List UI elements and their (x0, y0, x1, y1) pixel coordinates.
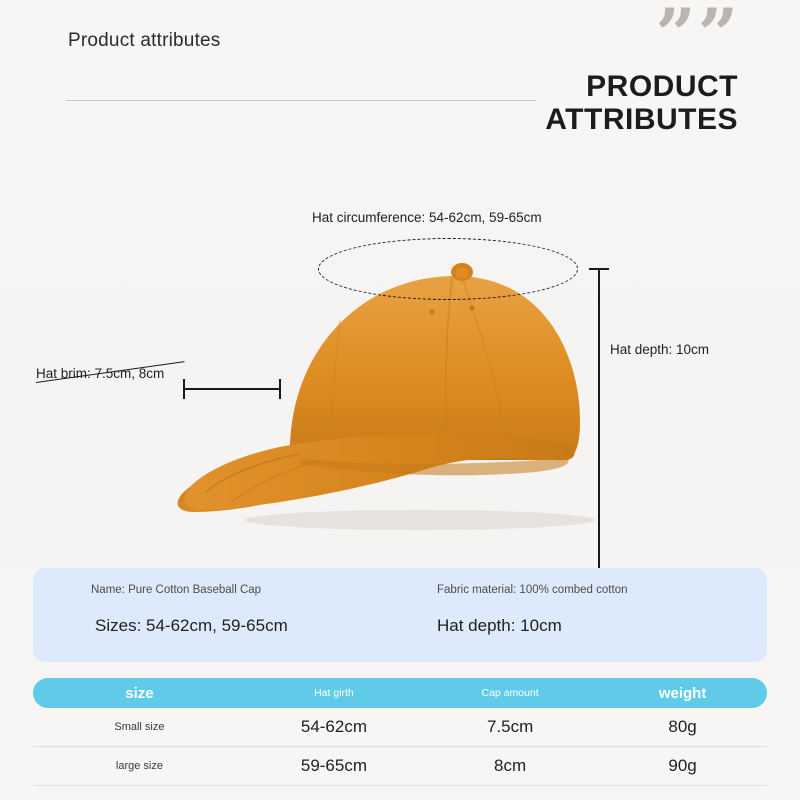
page-header (0, 0, 800, 160)
table-row (33, 708, 767, 747)
table-header-row (33, 678, 767, 708)
label-hat-brim: Hat brim: 7.5cm, 8cm (36, 366, 165, 381)
cell-cap-amount: 7.5cm (486, 717, 534, 736)
depth-measure-line (598, 268, 600, 590)
headline (545, 70, 738, 136)
illustration-area (0, 160, 800, 550)
cell-hat-girth: 54-62cm (300, 717, 367, 736)
brim-measure-right-cap (279, 379, 281, 399)
circumference-ellipse-marker (318, 238, 578, 300)
table-header-size: size (125, 684, 154, 702)
cell-size: large size (115, 760, 163, 772)
quote-mark-icon: ”” (655, 0, 740, 76)
cell-weight: 80g (668, 717, 697, 736)
brim-measure-left-cap (183, 379, 185, 399)
cell-hat-girth: 59-65cm (300, 756, 367, 775)
info-sizes: Sizes: 54-62cm, 59-65cm (95, 616, 288, 635)
headline-line-2: ATTRIBUTES (545, 103, 738, 136)
info-hat-depth: Hat depth: 10cm (437, 616, 562, 635)
table-header-hat-girth: Hat girth (314, 687, 354, 699)
label-hat-depth: Hat depth: 10cm (610, 342, 710, 357)
page-title: Product attributes (68, 30, 221, 51)
brim-measure-line (183, 388, 281, 390)
table-header-cap-amount: Cap amount (481, 687, 539, 699)
info-card (33, 568, 767, 662)
headline-line-1: PRODUCT (586, 70, 738, 103)
table-row (33, 747, 767, 786)
header-divider (66, 100, 536, 101)
cell-weight: 90g (668, 756, 697, 775)
cell-size: Small size (114, 721, 165, 733)
specs-table (33, 678, 767, 786)
depth-measure-top-cap (589, 268, 609, 270)
label-hat-circumference: Hat circumference: 54-62cm, 59-65cm (312, 210, 542, 225)
table-header-weight: weight (658, 684, 707, 702)
info-product-name: Name: Pure Cotton Baseball Cap (91, 584, 262, 596)
info-fabric-material: Fabric material: 100% combed cotton (437, 584, 628, 596)
cell-cap-amount: 8cm (494, 756, 527, 775)
